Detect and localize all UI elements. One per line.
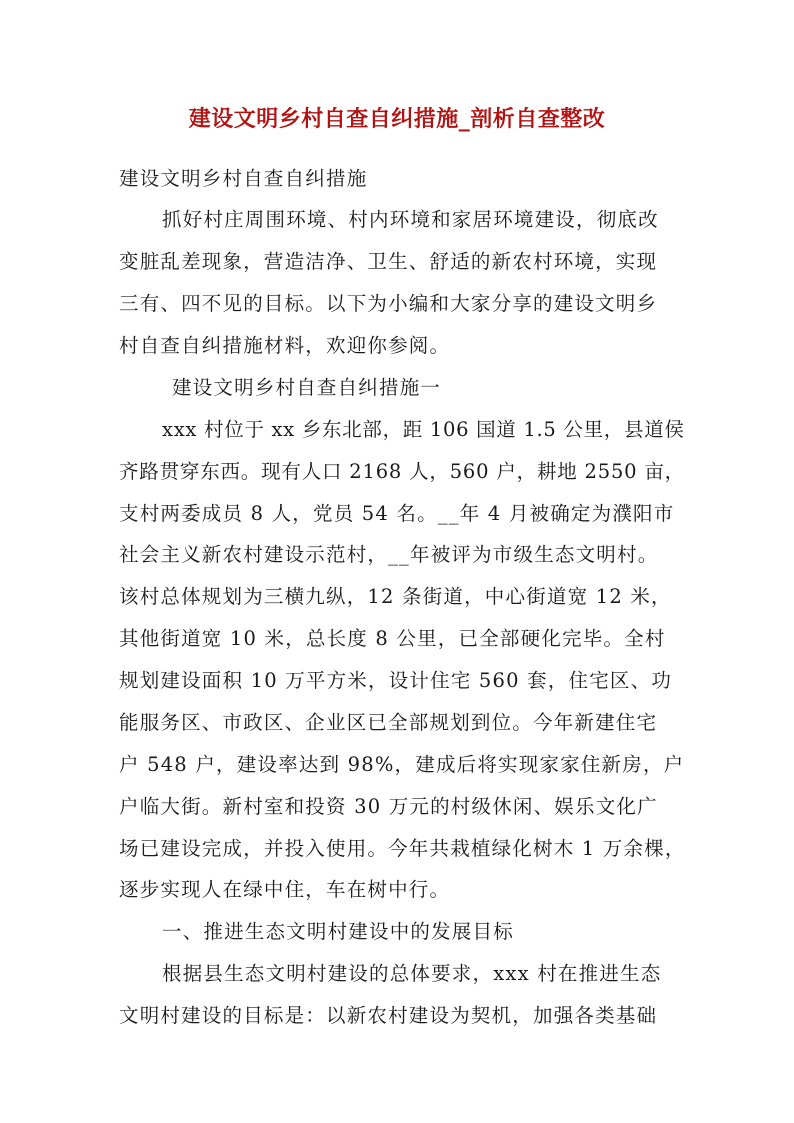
paragraph-line: 社会主义新农村建设示范村，__年被评为市级生态文明村。 <box>119 543 659 566</box>
paragraph-line: xxx 村位于 xx 乡东北部，距 106 国道 1.5 公里，县道侯 <box>162 418 685 441</box>
paragraph-line: 能服务区、市政区、企业区已全部规划到位。今年新建住宅 <box>119 711 658 734</box>
subsection-heading: 建设文明乡村自查自纠措施一 <box>172 376 442 399</box>
paragraph-line: 逐步实现人在绿中住，车在树中行。 <box>119 878 451 901</box>
paragraph-line: 场已建设完成，并投入使用。今年共栽植绿化树木 1 万余棵， <box>119 837 686 860</box>
paragraph-line: 其他街道宽 10 米，总长度 8 公里，已全部硬化完毕。全村 <box>119 627 666 650</box>
paragraph-line: 文明村建设的目标是：以新农村建设为契机，加强各类基础 <box>119 1004 658 1027</box>
paragraph-line: 该村总体规划为三横九纵，12 条街道，中心街道宽 12 米， <box>119 585 672 608</box>
section-heading: 建设文明乡村自查自纠措施 <box>119 167 368 190</box>
paragraph-line: 规划建设面积 10 万平方米，设计住宅 560 套，住宅区、功 <box>119 669 673 692</box>
paragraph-line: 户临大街。新村室和投资 30 万元的村级休闲、娱乐文化广 <box>119 795 658 818</box>
paragraph-line: 村自查自纠措施材料，欢迎你参阅。 <box>119 334 451 357</box>
paragraph-line: 支村两委成员 8 人，党员 54 名。__年 4 月被确定为濮阳市 <box>119 502 675 525</box>
paragraph-line: 三有、四不见的目标。以下为小编和大家分享的建设文明乡 <box>119 292 658 315</box>
paragraph-line: 户 548 户，建设率达到 98%，建成后将实现家家住新房，户 <box>119 753 685 776</box>
paragraph-line: 齐路贯穿东西。现有人口 2168 人，560 户，耕地 2550 亩， <box>119 460 685 483</box>
paragraph-line: 根据县生态文明村建设的总体要求，xxx 村在推进生态 <box>162 962 662 985</box>
paragraph-line: 变脏乱差现象，营造洁净、卫生、舒适的新农村环境，实现 <box>119 250 658 273</box>
subsection-heading: 一、推进生态文明村建设中的发展目标 <box>162 920 514 943</box>
document-title: 建设文明乡村自查自纠措施_剖析自查整改 <box>188 106 606 132</box>
paragraph-line: 抓好村庄周围环境、村内环境和家居环境建设，彻底改 <box>162 208 659 231</box>
